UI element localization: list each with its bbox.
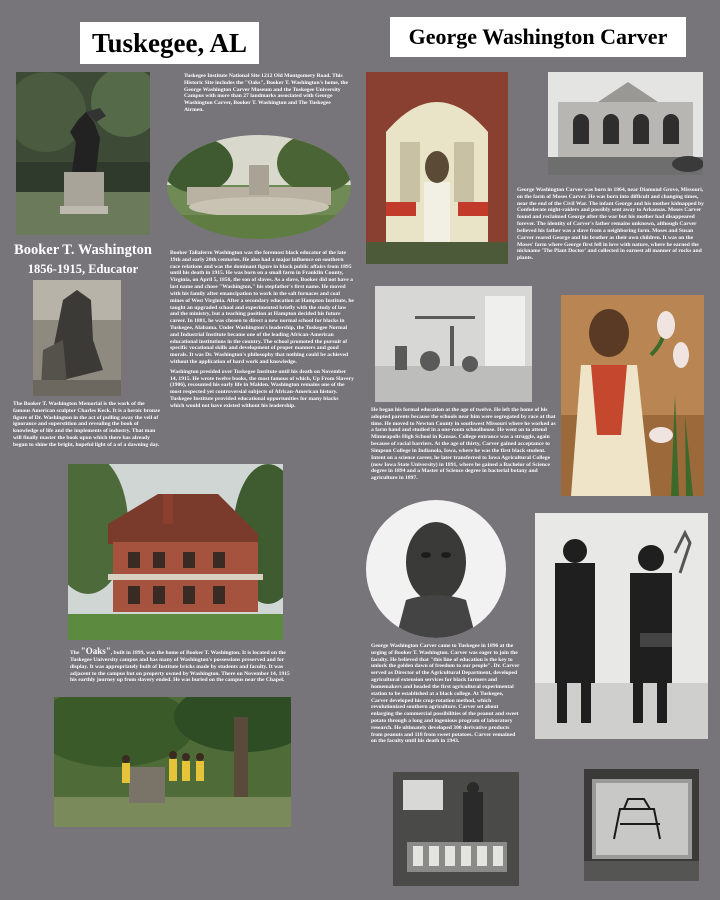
booker-bio-paragraph-1: Booker Taliaferro Washington was the foremost black educator of the late 19th and early 20th centuries. He also had a major influence on southern race relations and was the dominant figure in black public affairs from 1895 until his death in 1915. He was born on a small farm in Franklin County, Virginia, on April 5, 1856, the son of slaves. As a slave, Booker did not have a last name and chose "Washington," his stepfather's first name. He moved with his family after emancipation to work in the salt furnaces and coal mines of West Virginia. After a secondary education at Hampton Institute, he taught an upgraded school and experimented briefly with the study of law and the ministry, but a teaching position at Hampton decided his future career. In 1881, he was chosen to direct a new normal school for blacks in Tuskegee, Alabama. Under Washington's leadership, the Tuskegee Normal and Industrial Institute became one of the leading African-American educational institutions in the country. The school promoted the pursuit of specific vocational skills and development of proper manners and good morals. It was Dr. Washington's philosophy that nothing could be achieved without the application of hard work and knowledge. <box>170 250 354 365</box>
carver-education: He began his formal education at the age of twelve. He left the home of his adopted parents because the schools near him were segregated by race at that time. He moved to Newton County in southwest Missouri where he worked as a farm hand and studied in a one-room schoolhouse. He went on to attend Minneapolis High School in Kansas. College entrance was a struggle, again because of racial barriers. At the age of thirty, Carver gained acceptance to Simpson College in Indianola, Iowa, where he was the first black student. Intent on a science career, he later transferred to Iowa Agricultural College (now Iowa State University) in 1891, where he gained a Bachelor of Science degree in 1894 and a Master of Science degree in bacterial botany and agriculture in 1897. <box>371 407 556 482</box>
campus-memorial-photo <box>167 135 351 239</box>
booker-bio-paragraph-2: Washington presided over Tuskegee Institute until his death on November 14, 1915. He wrote twelve books, the most famous of which, Up From Slavery (1906), recounted his early life in Malden. Washington remains one of the most respected yet controversial subjects of African-American history. Tuskegee Institute provided educational opportunities for many blacks which would not have existed without his leadership. <box>170 368 354 409</box>
group-at-grave-photo <box>54 697 291 827</box>
site-description: Tuskegee Institute National Site 1212 Old Montgomery Road. This Historic Site includes the "Oaks", Booker T. Washington's home, the George Washington Carver Museum and the Tuskegee University Campus with more than 27 landmarks associated with George Washington Carver, Booker T. Washington and The Tuskegee Airmen. <box>184 73 348 114</box>
lab-exhibit-photo <box>375 286 532 402</box>
carver-bronze-bust-photo <box>366 500 506 638</box>
carver-botany-photo <box>535 513 708 739</box>
carver-museum-building-photo <box>548 72 703 175</box>
title-tuskegee: Tuskegee, AL <box>80 22 259 64</box>
oaks-description <box>70 646 290 684</box>
carver-painting-photo <box>561 295 704 496</box>
carver-bust-arch-photo <box>366 72 508 264</box>
exhibit-jars-photo <box>393 772 519 886</box>
oaks-name: "Oaks" <box>80 646 111 656</box>
museum-display-photo <box>584 769 699 881</box>
booker-dates: 1856-1915, Educator <box>27 262 139 276</box>
title-carver: George Washington Carver <box>390 17 686 57</box>
oaks-body: , built in 1899, was the home of Booker T. Washington. It is located on the Tuskegee University campus and has many of Washington's possessions preserved and for display. It was appropriately built of Institute bricks made by students and faculty. It was adjacent to the campus but on property owned by Washington. There on November 14, 1915 his earthly journey up from slavery ended. He was buried on the campus near the Chapel. <box>70 650 290 684</box>
oaks-lead: The <box>70 650 81 656</box>
oaks-house-photo <box>68 464 283 640</box>
booker-name: Booker T. Washington <box>14 242 152 258</box>
memorial-closeup-photo <box>33 280 121 396</box>
carver-early-life: George Washington Carver was born in 1864, near Diamond Grove, Missouri, on the farm of Moses Carver. He was born into difficult and changing times, near the end of the Civil War. The infant George and his mother kidnapped by Confederate night-raiders and possibly sent away to Arkansas. Moses Carver found and reclaimed George after the war but his mother had disappeared forever. The identity of Carver's father remains unknown, although Carver believed his father was a slave from a neighboring farm. Moses and Susan Carver reared George and his brother as their own children. It was on the Moses' farm where George first fell in love with nature, where he earned the nickname 'The Plant Doctor' and collected in earnest all manner of rocks and plants. <box>517 187 704 262</box>
memorial-description: The Booker T. Washington Memorial is the work of the famous American sculptor Charles Keck. It is a heroic bronze figure of Dr. Washington in the act of pulling away the veil of ignorance and superstition and revealing the book of knowledge of life and the implements of industry. That man will finally master the book upon which there has already begun to shine the bright, hopeful light of a of a dawning day. <box>13 401 160 448</box>
washington-statue-photo <box>16 72 150 235</box>
carver-tuskegee-career: George Washington Carver came to Tuskegee in 1896 at the urging of Booker T. Washington. Carver was eager to join the faculty. He believed that "this line of education is the key to unlock the golden dawn of freedom to our people". Dr. Carver served as Director of the Agricultural Department, developed agricultural extension services for black farmers and homemakers and headed the first agricultural experimental station to be established at a black college. At Tuskegee, Carver developed his crop-rotation method, which revolutionized southern agriculture. Carver set about enlarging the commercial possibilities of the peanut and sweet potato through a long and ingenious program of laboratory research. He ultimately developed 300 derivative products from peanuts and 118 from sweet potatoes. Carver remained on the faculty until his death in 1943. <box>371 643 520 745</box>
booker-biography <box>170 250 354 413</box>
